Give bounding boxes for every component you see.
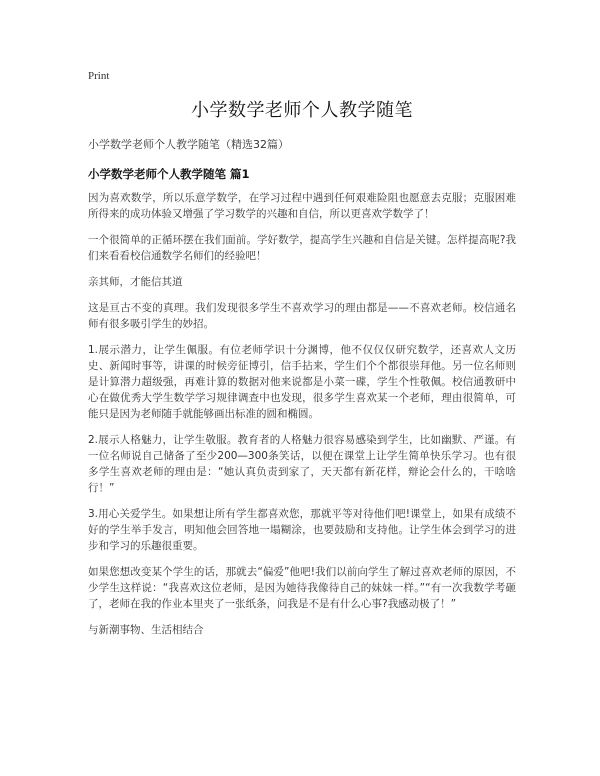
paragraph-3: 亲其师，才能信其道 [88,276,183,288]
paragraph-4: 这是亘古不变的真理。我们发现很多学生不喜欢学习的理由都是——不喜欢老师。校信通名师有很多吸引学生的妙招。 [88,302,516,330]
section-heading: 小学数学老师个人教学随笔 篇1 [88,167,250,181]
paragraph-8: 如果您想改变某个学生的话，那就去“偏爱”他吧!我们以前向学生了解过喜欢老师的原因，不少学生这样说：“我喜欢这位老师，是因为她待我像待自己的妹妹一样。”“有一次我数学考砸了，老师在我的作业本里夹了一张纸条，问我是不是有什么心事?我感动极了！” [88,566,516,610]
paragraph-2: 一个很简单的正循环摆在我们面前。学好数学，提高学生兴趣和自信是关键。怎样提高呢?我们来看看校信通数学名师们的经验吧！ [88,234,516,262]
document-page [88,70,516,648]
paragraph-5: 1.展示潜力，让学生佩服。有位老师学识十分渊博，他不仅仅仅研究数学，还喜欢人文历史、新闻时事等，讲课的时候旁征博引，信手拈来，学生们个个都很崇拜他。另一位名师则是计算潜力超级强，再难计算的数据对他来说都是小菜一碟，学生个性敬佩。校信通教研中心在做优秀大学生数学学习规律调查中也发现，很多学生喜欢某一个老师，理由很简单，可能只是因为老师随手就能够画出标准的圆和椭圆。 [88,344,516,420]
document-subtitle: 小学数学老师个人教学随笔（精选32篇） [88,138,289,151]
paragraph-1: 因为喜欢数学，所以乐意学数学，在学习过程中遇到任何艰难险阻也愿意去克服；克服困难所得来的成功体验又增强了学习数学的兴趣和自信，所以更喜欢学数学了！ [88,192,516,220]
document-title: 小学数学老师个人教学随笔 [191,100,413,121]
paragraph-6: 2.展示人格魅力，让学生敬服。教育者的人格魅力很容易感染到学生，比如幽默、严谨。有一位名师说自己储备了至少200—300条笑话，以便在课堂上让学生简单快乐学习。也有很多学生喜欢老师的理由是：“她认真负责到家了，天天都有新花样，辩论会什么的，干啥啥行！” [88,434,516,494]
paragraph-9: 与新潮事物、生活相结合 [88,624,204,636]
print-link[interactable]: Print [88,70,110,82]
paragraph-7: 3.用心关爱学生。如果想让所有学生都喜欢您，那就平等对待他们吧!课堂上，如果有成绩不好的学生举手发言，明知他会回答地一塌糊涂，也要鼓励和支持他。让学生体会到学习的进步和学习的乐趣很重要。 [88,508,516,552]
